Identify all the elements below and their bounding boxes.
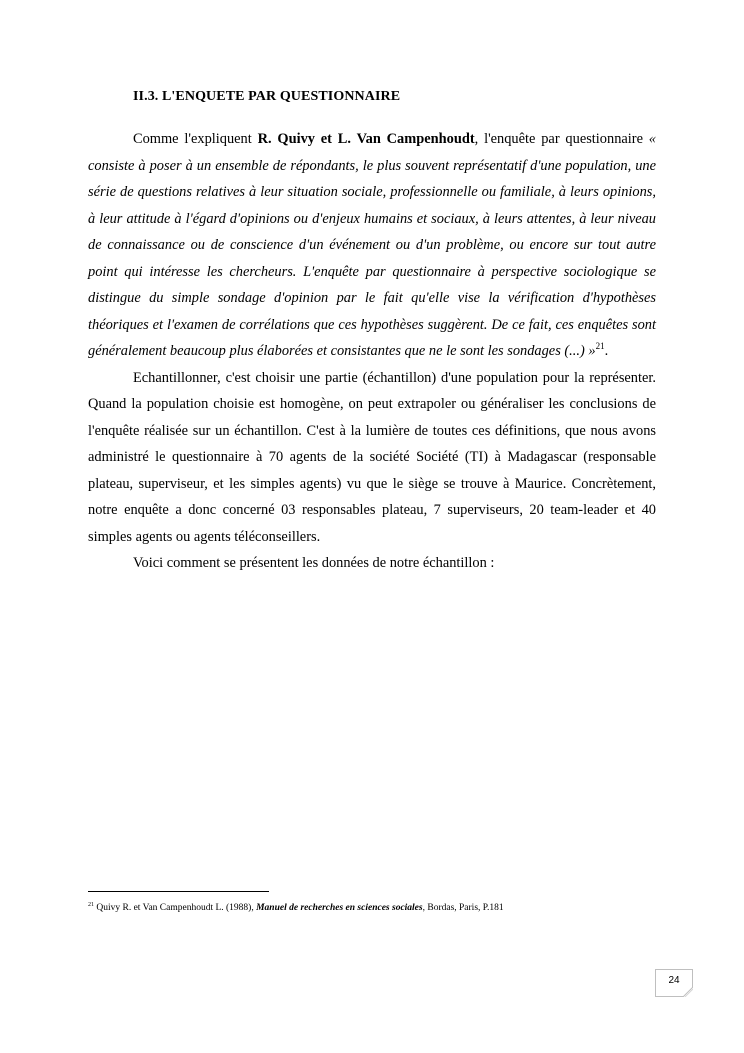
intro-after-authors: , l'enquête par questionnaire — [474, 131, 649, 147]
page-number: 24 — [668, 975, 680, 986]
intro-lead: Comme l'expliquent — [133, 131, 258, 147]
quote-end: . — [604, 343, 609, 359]
footnote-authors: Quivy R. et Van Campenhoudt L. (1988), — [94, 903, 257, 913]
page-number-box — [655, 969, 693, 997]
footnote-publisher: , Bordas, Paris, P.181 — [422, 903, 504, 913]
quotation: « consiste à poser à un ensemble de répondants, le plus souvent représentatif d'une population, une série de questions relatives à leur situation sociale, professionnelle ou familiale, à leurs opinions, à leur attitude à l'égard d'opinions ou d'enjeux humains et sociaux, à leurs attentes, à leur niveau de connaissance ou de conscience d'un événement ou d'un problème, ou encore sur tout autre point qui intéresse les chercheurs. L'enquête par questionnaire à perspective sociologique se distingue du simple sondage d'opinion par le fait qu'elle vise la vérification d'hypothèses théoriques et l'examen de corrélations que ces hypothèses suggèrent. De ce fait, ces enquêtes sont généralement beaucoup plus élaborées et consistantes que ne le sont les sondages (...) » — [88, 131, 656, 359]
footnote-reference[interactable]: 21 — [595, 341, 605, 351]
footnote-number: 21 — [88, 902, 94, 908]
page-curl-icon — [683, 987, 693, 997]
footnote-separator — [88, 891, 269, 892]
paragraph-sampling: Echantillonner, c'est choisir une partie (échantillon) d'une population pour la représenter. Quand la population choisie est homogène, on peut extrapoler ou généraliser les conclusions de l'enquête réalisée sur un échantillon. C'est à la lumière de toutes ces définitions, que nous avons administré le questionnaire à 70 agents de la société Société (TI) à Madagascar (responsable plateau, superviseur, et les simples agents) vu que le siège se trouve à Maurice. Concrètement, notre enquête a donc concerné 03 responsables plateau, 7 superviseurs, 20 team-leader et 40 simples agents ou agents téléconseillers. — [88, 369, 656, 545]
cited-authors: R. Quivy et L. Van Campenhoudt — [257, 131, 475, 147]
paragraph-intro-quote — [88, 126, 656, 365]
section-heading: II.3. L'ENQUETE PAR QUESTIONNAIRE — [133, 89, 401, 104]
paragraph-data-intro: Voici comment se présentent les données de notre échantillon : — [133, 555, 495, 571]
footnote-book-title: Manuel de recherches en sciences sociales — [256, 903, 423, 913]
footnote — [88, 903, 504, 913]
body-text — [88, 126, 656, 577]
